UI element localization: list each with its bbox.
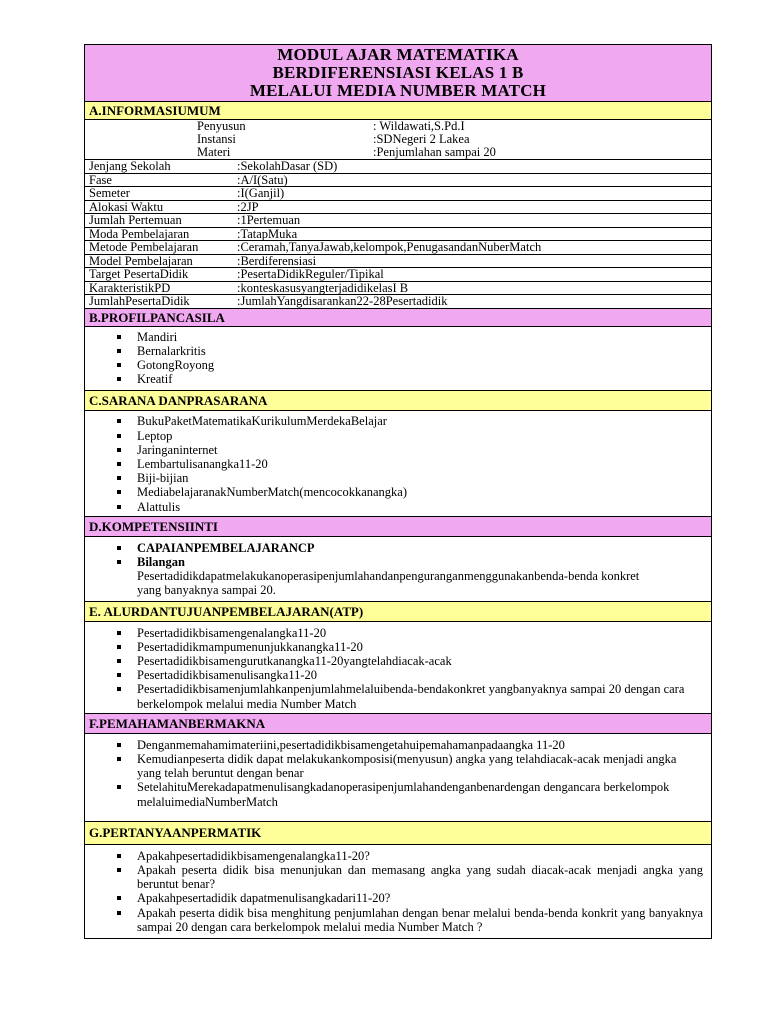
row-value: :Ceramah,TanyaJawab,kelompok,PenugasandanNuberMatch: [233, 241, 711, 255]
document-title: [85, 45, 711, 102]
section-c-heading: C.SARANA DANPRASARANA: [85, 391, 711, 411]
section-d-body: [85, 537, 711, 602]
info-key: Instansi: [197, 132, 236, 146]
questions-list: [85, 849, 711, 934]
list-item: Kreatif: [137, 372, 703, 386]
row-key: KarakteristikPD: [85, 281, 233, 295]
row-value: :PesertaDidikReguler/Tipikal: [233, 268, 711, 282]
table-row: [85, 214, 711, 228]
row-key: Metode Pembelajaran: [85, 241, 233, 255]
list-item: Pesertadidikmampumenunjukkanangka11-20: [137, 640, 703, 654]
row-value: :1Pertemuan: [233, 214, 711, 228]
row-key: Model Pembelajaran: [85, 254, 233, 268]
list-item: Kemudianpeserta didik dapat melakukankomposisi(menyusun) angka yang telahdiacak-acak menjadi angka yang telah beruntut dengan benar: [137, 752, 703, 780]
info-key: Materi: [197, 145, 231, 159]
list-item: Apakah peserta didik bisa menunjukan dan memasang angka yang sudah diacak-acak menjadi angka yang beruntut benar?: [137, 862, 703, 892]
row-key: JumlahPesertaDidik: [85, 295, 233, 308]
section-f-body: [85, 734, 711, 822]
table-row: [85, 160, 711, 174]
table-row: [85, 268, 711, 282]
general-info-top: [85, 120, 711, 159]
section-e-heading: E. ALURDANTUJUANPEMBELAJARAN(ATP): [85, 602, 711, 622]
section-f-heading: F.PEMAHAMANBERMAKNA: [85, 714, 711, 734]
row-value: :A/I(Satu): [233, 173, 711, 187]
list-item: Bernalarkritis: [137, 344, 703, 358]
title-line-2: BERDIFERENSIASI KELAS 1 B: [272, 63, 524, 82]
list-item: Denganmemahamimateriini,pesertadidikbisamengetahuipemahamanpadaangka 11-20: [137, 738, 703, 752]
row-value: :SekolahDasar (SD): [233, 160, 711, 174]
info-value: :Penjumlahan sampai 20: [373, 145, 496, 159]
table-row: [85, 295, 711, 308]
row-value: :2JP: [233, 200, 711, 214]
list-item: SetelahituMerekadapatmenulisangkadanoperasipenjumlahandenganbenardengan dengancara berkelompok melaluimediaNumberMatch: [137, 780, 703, 808]
title-line-3: MELALUI MEDIA NUMBER MATCH: [249, 81, 547, 100]
list-item: Jaringaninternet: [137, 443, 703, 457]
section-g-heading: G.PERTANYAANPERMATIK: [85, 822, 711, 845]
row-value: :konteskasusyangterjadidikelasI B: [233, 281, 711, 295]
list-item: Leptop: [137, 429, 703, 443]
row-key: Semeter: [85, 187, 233, 201]
title-line-1: MODUL AJAR MATEMATIKA: [277, 45, 519, 64]
list-item: Pesertadidikbisamengurutkanangka11-20yangtelahdiacak-acak: [137, 654, 703, 668]
meaningful-understanding-list: [85, 738, 711, 809]
table-row: [85, 200, 711, 214]
table-row: [85, 281, 711, 295]
row-key: Fase: [85, 173, 233, 187]
list-item: Apakahpesertadidikbisamengenalangka11-20?: [137, 849, 703, 863]
info-value: : Wildawati,S.Pd.I: [373, 119, 465, 133]
list-item: BukuPaketMatematikaKurikulumMerdekaBelajar: [137, 414, 703, 428]
row-value: :Berdiferensiasi: [233, 254, 711, 268]
list-item: Pesertadidikbisamenulisangka11-20: [137, 668, 703, 682]
competency-paragraph: Pesertadidikdapatmelakukanoperasipenjumlahandanpenguranganmenggunakanbenda-benda konkret yang banyaknya sampai 20.: [137, 569, 640, 598]
info-row: [85, 120, 711, 133]
info-key: Penyusun: [197, 119, 246, 133]
list-item: Apakahpesertadidik dapatmenulisangkadari11-20?: [137, 891, 703, 905]
row-key: Jumlah Pertemuan: [85, 214, 233, 228]
atp-list: [85, 626, 711, 711]
section-c-body: [85, 411, 711, 516]
table-row: [85, 187, 711, 201]
general-info-table: [85, 159, 711, 308]
section-d-heading: D.KOMPETENSIINTI: [85, 517, 711, 537]
list-item: MediabelajaranakNumberMatch(mencocokkanangka): [137, 485, 703, 499]
table-row: [85, 227, 711, 241]
row-key: Target PesertaDidik: [85, 268, 233, 282]
list-item: Lembartulisanangka11-20: [137, 457, 703, 471]
facilities-list: [85, 414, 711, 513]
list-item: Bilangan: [137, 555, 703, 569]
table-row: [85, 254, 711, 268]
list-item: Mandiri: [137, 330, 703, 344]
row-value: :JumlahYangdisarankan22-28Pesertadidik: [233, 295, 711, 308]
row-value: :TatapMuka: [233, 227, 711, 241]
list-item: CAPAIANPEMBELAJARANCP: [137, 541, 703, 555]
section-a-heading: A.INFORMASIUMUM: [85, 102, 711, 120]
row-key: Alokasi Waktu: [85, 200, 233, 214]
profile-list: [85, 330, 711, 387]
row-key: Jenjang Sekolah: [85, 160, 233, 174]
section-g-body: [85, 845, 711, 938]
list-item: Apakah peserta didik bisa menghitung penjumlahan dengan benar melalui benda-benda konkrit yang banyaknya sampai 20 dengan cara berkelompok melalui media Number Match ?: [137, 905, 703, 934]
list-item: Pesertadidikbisamenjumlahkanpenjumlahmelaluibenda-bendakonkret yangbanyaknya sampai 20 dengan cara berkelompok melalui media Number Match: [137, 682, 703, 710]
section-e-body: [85, 622, 711, 714]
table-row: [85, 173, 711, 187]
row-key: Moda Pembelajaran: [85, 227, 233, 241]
list-item: Biji-bijian: [137, 471, 703, 485]
document-page: [84, 44, 712, 939]
list-item: GotongRoyong: [137, 358, 703, 372]
competency-list: [85, 541, 711, 569]
section-b-heading: B.PROFILPANCASILA: [85, 308, 711, 327]
list-item: Alattulis: [137, 500, 703, 514]
list-item: Pesertadidikbisamengenalangka11-20: [137, 626, 703, 640]
info-value: :SDNegeri 2 Lakea: [373, 132, 470, 146]
info-row: [85, 146, 711, 159]
section-b-body: [85, 327, 711, 392]
row-value: :I(Ganjil): [233, 187, 711, 201]
table-row: [85, 241, 711, 255]
